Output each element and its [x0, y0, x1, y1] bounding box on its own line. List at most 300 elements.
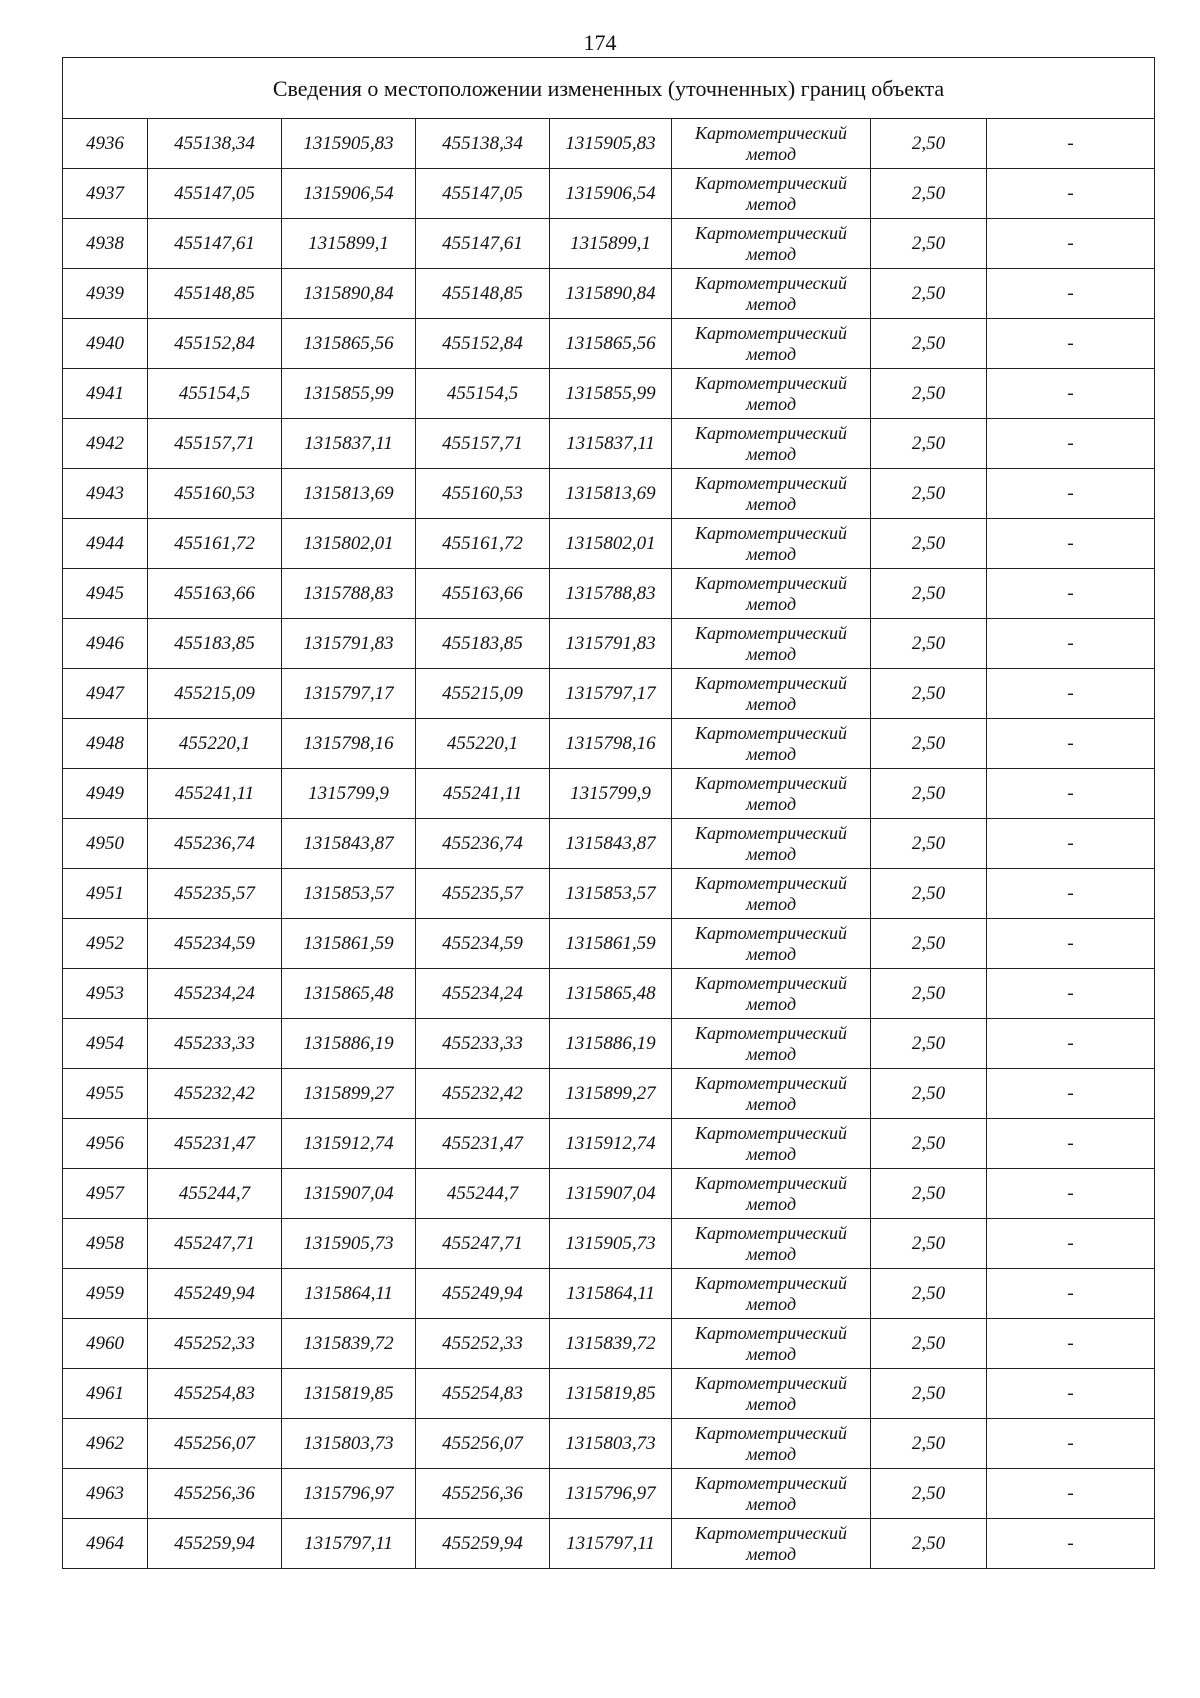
- table-row: [63, 319, 1155, 369]
- x-existing-cell: 455244,7: [148, 1169, 282, 1219]
- x-existing-cell: 455138,34: [148, 119, 282, 169]
- method-line-1: Картометрический: [694, 1022, 847, 1043]
- note-cell: -: [987, 669, 1155, 719]
- point-number-cell: 4941: [63, 369, 148, 419]
- accuracy-cell: 2,50: [871, 169, 987, 219]
- y-existing-cell: 1315853,57: [282, 869, 416, 919]
- note-cell: -: [987, 719, 1155, 769]
- x-existing-cell: 455254,83: [148, 1369, 282, 1419]
- x-existing-cell: 455249,94: [148, 1269, 282, 1319]
- method-line-2: метод: [745, 1043, 797, 1064]
- y-existing-cell: 1315906,54: [282, 169, 416, 219]
- method-cell: [672, 469, 871, 519]
- method-line-1: Картометрический: [694, 522, 847, 543]
- table-row: [63, 1369, 1155, 1419]
- method-cell: [672, 1019, 871, 1069]
- x-existing-cell: 455157,71: [148, 419, 282, 469]
- accuracy-cell: 2,50: [871, 1169, 987, 1219]
- y-refined-cell: 1315796,97: [550, 1469, 672, 1519]
- x-existing-cell: 455183,85: [148, 619, 282, 669]
- note-cell: -: [987, 819, 1155, 869]
- table-row: [63, 269, 1155, 319]
- table-row: [63, 1519, 1155, 1569]
- table-row: [63, 219, 1155, 269]
- x-refined-cell: 455147,61: [416, 219, 550, 269]
- method-cell: [672, 369, 871, 419]
- y-existing-cell: 1315865,56: [282, 319, 416, 369]
- note-cell: -: [987, 769, 1155, 819]
- accuracy-cell: 2,50: [871, 1469, 987, 1519]
- method-cell: [672, 819, 871, 869]
- method-line-2: метод: [745, 1293, 797, 1314]
- accuracy-cell: 2,50: [871, 719, 987, 769]
- y-refined-cell: 1315905,83: [550, 119, 672, 169]
- x-existing-cell: 455259,94: [148, 1519, 282, 1569]
- note-cell: -: [987, 1469, 1155, 1519]
- table-row: [63, 1019, 1155, 1069]
- y-existing-cell: 1315865,48: [282, 969, 416, 1019]
- y-refined-cell: 1315788,83: [550, 569, 672, 619]
- y-refined-cell: 1315907,04: [550, 1169, 672, 1219]
- point-number-cell: 4949: [63, 769, 148, 819]
- x-existing-cell: 455234,24: [148, 969, 282, 1019]
- x-refined-cell: 455234,59: [416, 919, 550, 969]
- y-refined-cell: 1315865,56: [550, 319, 672, 369]
- y-refined-cell: 1315853,57: [550, 869, 672, 919]
- method-line-1: Картометрический: [694, 922, 847, 943]
- method-line-2: метод: [745, 243, 797, 264]
- y-refined-cell: 1315798,16: [550, 719, 672, 769]
- method-cell: [672, 1519, 871, 1569]
- method-line-1: Картометрический: [694, 422, 847, 443]
- x-refined-cell: 455244,7: [416, 1169, 550, 1219]
- y-existing-cell: 1315819,85: [282, 1369, 416, 1419]
- y-refined-cell: 1315843,87: [550, 819, 672, 869]
- method-line-2: метод: [745, 693, 797, 714]
- y-existing-cell: 1315803,73: [282, 1419, 416, 1469]
- x-refined-cell: 455256,07: [416, 1419, 550, 1469]
- point-number-cell: 4963: [63, 1469, 148, 1519]
- method-line-2: метод: [745, 1093, 797, 1114]
- accuracy-cell: 2,50: [871, 519, 987, 569]
- y-existing-cell: 1315791,83: [282, 619, 416, 669]
- method-line-1: Картометрический: [694, 722, 847, 743]
- method-line-2: метод: [745, 893, 797, 914]
- method-line-2: метод: [745, 543, 797, 564]
- x-existing-cell: 455241,11: [148, 769, 282, 819]
- x-refined-cell: 455259,94: [416, 1519, 550, 1569]
- x-existing-cell: 455152,84: [148, 319, 282, 369]
- x-existing-cell: 455235,57: [148, 869, 282, 919]
- method-line-2: метод: [745, 293, 797, 314]
- method-cell: [672, 1219, 871, 1269]
- x-existing-cell: 455154,5: [148, 369, 282, 419]
- table-row: [63, 719, 1155, 769]
- accuracy-cell: 2,50: [871, 119, 987, 169]
- method-line-2: метод: [745, 1343, 797, 1364]
- accuracy-cell: 2,50: [871, 1319, 987, 1369]
- point-number-cell: 4956: [63, 1119, 148, 1169]
- accuracy-cell: 2,50: [871, 319, 987, 369]
- point-number-cell: 4948: [63, 719, 148, 769]
- x-refined-cell: 455234,24: [416, 969, 550, 1019]
- note-cell: -: [987, 1419, 1155, 1469]
- y-refined-cell: 1315899,27: [550, 1069, 672, 1119]
- method-line-2: метод: [745, 343, 797, 364]
- x-refined-cell: 455163,66: [416, 569, 550, 619]
- method-line-2: метод: [745, 1243, 797, 1264]
- x-existing-cell: 455233,33: [148, 1019, 282, 1069]
- x-refined-cell: 455160,53: [416, 469, 550, 519]
- note-cell: -: [987, 919, 1155, 969]
- point-number-cell: 4943: [63, 469, 148, 519]
- note-cell: -: [987, 469, 1155, 519]
- note-cell: -: [987, 1019, 1155, 1069]
- y-existing-cell: 1315797,17: [282, 669, 416, 719]
- table-row: [63, 569, 1155, 619]
- method-line-2: метод: [745, 393, 797, 414]
- method-cell: [672, 1319, 871, 1369]
- x-refined-cell: 455148,85: [416, 269, 550, 319]
- y-refined-cell: 1315886,19: [550, 1019, 672, 1069]
- point-number-cell: 4945: [63, 569, 148, 619]
- point-number-cell: 4942: [63, 419, 148, 469]
- x-refined-cell: 455215,09: [416, 669, 550, 719]
- table-title: Сведения о местоположении измененных (уточненных) границ объекта: [63, 58, 1155, 119]
- x-refined-cell: 455157,71: [416, 419, 550, 469]
- note-cell: -: [987, 619, 1155, 669]
- x-refined-cell: 455236,74: [416, 819, 550, 869]
- x-existing-cell: 455256,36: [148, 1469, 282, 1519]
- point-number-cell: 4958: [63, 1219, 148, 1269]
- point-number-cell: 4960: [63, 1319, 148, 1369]
- y-existing-cell: 1315864,11: [282, 1269, 416, 1319]
- y-existing-cell: 1315798,16: [282, 719, 416, 769]
- table-row: [63, 1269, 1155, 1319]
- note-cell: -: [987, 1369, 1155, 1419]
- method-line-2: метод: [745, 143, 797, 164]
- point-number-cell: 4944: [63, 519, 148, 569]
- y-refined-cell: 1315803,73: [550, 1419, 672, 1469]
- table-row: [63, 419, 1155, 469]
- x-refined-cell: 455252,33: [416, 1319, 550, 1369]
- accuracy-cell: 2,50: [871, 1269, 987, 1319]
- method-line-1: Картометрический: [694, 1372, 847, 1393]
- y-refined-cell: 1315865,48: [550, 969, 672, 1019]
- x-existing-cell: 455160,53: [148, 469, 282, 519]
- y-refined-cell: 1315890,84: [550, 269, 672, 319]
- method-line-1: Картометрический: [694, 1222, 847, 1243]
- accuracy-cell: 2,50: [871, 769, 987, 819]
- y-existing-cell: 1315799,9: [282, 769, 416, 819]
- method-line-2: метод: [745, 1193, 797, 1214]
- point-number-cell: 4951: [63, 869, 148, 919]
- method-line-1: Картометрический: [694, 1072, 847, 1093]
- y-refined-cell: 1315899,1: [550, 219, 672, 269]
- x-existing-cell: 455147,05: [148, 169, 282, 219]
- method-line-1: Картометрический: [694, 772, 847, 793]
- accuracy-cell: 2,50: [871, 269, 987, 319]
- method-cell: [672, 419, 871, 469]
- accuracy-cell: 2,50: [871, 919, 987, 969]
- accuracy-cell: 2,50: [871, 819, 987, 869]
- table-row: [63, 1219, 1155, 1269]
- y-refined-cell: 1315905,73: [550, 1219, 672, 1269]
- method-cell: [672, 769, 871, 819]
- page-number: 174: [583, 30, 617, 55]
- y-refined-cell: 1315912,74: [550, 1119, 672, 1169]
- x-refined-cell: 455231,47: [416, 1119, 550, 1169]
- x-refined-cell: 455254,83: [416, 1369, 550, 1419]
- method-line-2: метод: [745, 1543, 797, 1564]
- y-existing-cell: 1315861,59: [282, 919, 416, 969]
- method-line-2: метод: [745, 943, 797, 964]
- y-refined-cell: 1315906,54: [550, 169, 672, 219]
- table-row: [63, 619, 1155, 669]
- method-line-1: Картометрический: [694, 872, 847, 893]
- method-line-1: Картометрический: [694, 1172, 847, 1193]
- y-existing-cell: 1315855,99: [282, 369, 416, 419]
- x-existing-cell: 455161,72: [148, 519, 282, 569]
- accuracy-cell: 2,50: [871, 1369, 987, 1419]
- method-cell: [672, 719, 871, 769]
- method-line-2: метод: [745, 793, 797, 814]
- y-existing-cell: 1315905,73: [282, 1219, 416, 1269]
- x-existing-cell: 455256,07: [148, 1419, 282, 1469]
- note-cell: -: [987, 1319, 1155, 1369]
- method-cell: [672, 969, 871, 1019]
- table-row: [63, 919, 1155, 969]
- y-existing-cell: 1315899,1: [282, 219, 416, 269]
- y-refined-cell: 1315791,83: [550, 619, 672, 669]
- y-refined-cell: 1315813,69: [550, 469, 672, 519]
- note-cell: -: [987, 369, 1155, 419]
- x-refined-cell: 455247,71: [416, 1219, 550, 1269]
- accuracy-cell: 2,50: [871, 469, 987, 519]
- accuracy-cell: 2,50: [871, 1419, 987, 1469]
- method-cell: [672, 1069, 871, 1119]
- method-line-2: метод: [745, 993, 797, 1014]
- x-existing-cell: 455148,85: [148, 269, 282, 319]
- accuracy-cell: 2,50: [871, 1119, 987, 1169]
- point-number-cell: 4937: [63, 169, 148, 219]
- x-existing-cell: 455163,66: [148, 569, 282, 619]
- table-row: [63, 1469, 1155, 1519]
- point-number-cell: 4938: [63, 219, 148, 269]
- y-refined-cell: 1315861,59: [550, 919, 672, 969]
- point-number-cell: 4939: [63, 269, 148, 319]
- x-refined-cell: 455161,72: [416, 519, 550, 569]
- method-cell: [672, 1119, 871, 1169]
- method-line-2: метод: [745, 493, 797, 514]
- x-refined-cell: 455183,85: [416, 619, 550, 669]
- method-line-1: Картометрический: [694, 122, 847, 143]
- accuracy-cell: 2,50: [871, 569, 987, 619]
- table-row: [63, 1069, 1155, 1119]
- x-existing-cell: 455215,09: [148, 669, 282, 719]
- method-line-1: Картометрический: [694, 1422, 847, 1443]
- method-cell: [672, 1469, 871, 1519]
- method-line-1: Картометрический: [694, 172, 847, 193]
- note-cell: -: [987, 1169, 1155, 1219]
- point-number-cell: 4950: [63, 819, 148, 869]
- table-row: [63, 1169, 1155, 1219]
- y-refined-cell: 1315797,11: [550, 1519, 672, 1569]
- y-existing-cell: 1315796,97: [282, 1469, 416, 1519]
- method-line-2: метод: [745, 843, 797, 864]
- method-line-2: метод: [745, 643, 797, 664]
- table-row: [63, 169, 1155, 219]
- table-row: [63, 769, 1155, 819]
- x-refined-cell: 455241,11: [416, 769, 550, 819]
- method-line-1: Картометрический: [694, 622, 847, 643]
- accuracy-cell: 2,50: [871, 969, 987, 1019]
- note-cell: -: [987, 1269, 1155, 1319]
- accuracy-cell: 2,50: [871, 369, 987, 419]
- y-existing-cell: 1315905,83: [282, 119, 416, 169]
- table-row: [63, 869, 1155, 919]
- method-line-1: Картометрический: [694, 972, 847, 993]
- note-cell: -: [987, 1069, 1155, 1119]
- note-cell: -: [987, 1119, 1155, 1169]
- method-line-2: метод: [745, 593, 797, 614]
- x-refined-cell: 455154,5: [416, 369, 550, 419]
- method-line-1: Картометрический: [694, 572, 847, 593]
- accuracy-cell: 2,50: [871, 1019, 987, 1069]
- y-existing-cell: 1315797,11: [282, 1519, 416, 1569]
- x-existing-cell: 455236,74: [148, 819, 282, 869]
- note-cell: -: [987, 219, 1155, 269]
- x-refined-cell: 455256,36: [416, 1469, 550, 1519]
- method-cell: [672, 1419, 871, 1469]
- accuracy-cell: 2,50: [871, 219, 987, 269]
- y-refined-cell: 1315819,85: [550, 1369, 672, 1419]
- y-refined-cell: 1315797,17: [550, 669, 672, 719]
- y-existing-cell: 1315839,72: [282, 1319, 416, 1369]
- method-line-2: метод: [745, 443, 797, 464]
- method-line-2: метод: [745, 193, 797, 214]
- point-number-cell: 4961: [63, 1369, 148, 1419]
- accuracy-cell: 2,50: [871, 1219, 987, 1269]
- y-existing-cell: 1315813,69: [282, 469, 416, 519]
- method-line-1: Картометрический: [694, 472, 847, 493]
- note-cell: -: [987, 969, 1155, 1019]
- point-number-cell: 4957: [63, 1169, 148, 1219]
- note-cell: -: [987, 869, 1155, 919]
- x-existing-cell: 455220,1: [148, 719, 282, 769]
- note-cell: -: [987, 269, 1155, 319]
- y-refined-cell: 1315855,99: [550, 369, 672, 419]
- note-cell: -: [987, 169, 1155, 219]
- accuracy-cell: 2,50: [871, 419, 987, 469]
- method-line-1: Картометрический: [694, 672, 847, 693]
- note-cell: -: [987, 419, 1155, 469]
- method-line-1: Картометрический: [694, 322, 847, 343]
- boundary-coordinates-table: [62, 57, 1155, 1569]
- x-existing-cell: 455234,59: [148, 919, 282, 969]
- method-line-1: Картометрический: [694, 822, 847, 843]
- x-existing-cell: 455231,47: [148, 1119, 282, 1169]
- x-refined-cell: 455235,57: [416, 869, 550, 919]
- table-row: [63, 969, 1155, 1019]
- y-refined-cell: 1315799,9: [550, 769, 672, 819]
- method-line-1: Картометрический: [694, 1522, 847, 1543]
- x-refined-cell: 455220,1: [416, 719, 550, 769]
- method-cell: [672, 319, 871, 369]
- x-refined-cell: 455249,94: [416, 1269, 550, 1319]
- method-line-2: метод: [745, 1443, 797, 1464]
- method-line-1: Картометрический: [694, 1322, 847, 1343]
- method-line-1: Картометрический: [694, 272, 847, 293]
- point-number-cell: 4964: [63, 1519, 148, 1569]
- note-cell: -: [987, 319, 1155, 369]
- method-line-1: Картометрический: [694, 1272, 847, 1293]
- point-number-cell: 4954: [63, 1019, 148, 1069]
- method-line-1: Картометрический: [694, 1122, 847, 1143]
- accuracy-cell: 2,50: [871, 1069, 987, 1119]
- accuracy-cell: 2,50: [871, 1519, 987, 1569]
- note-cell: -: [987, 1219, 1155, 1269]
- method-cell: [672, 219, 871, 269]
- method-line-1: Картометрический: [694, 372, 847, 393]
- method-cell: [672, 919, 871, 969]
- point-number-cell: 4955: [63, 1069, 148, 1119]
- y-existing-cell: 1315899,27: [282, 1069, 416, 1119]
- y-existing-cell: 1315890,84: [282, 269, 416, 319]
- table-row: [63, 819, 1155, 869]
- method-cell: [672, 869, 871, 919]
- x-existing-cell: 455232,42: [148, 1069, 282, 1119]
- table-row: [63, 1419, 1155, 1469]
- note-cell: -: [987, 569, 1155, 619]
- method-cell: [672, 619, 871, 669]
- accuracy-cell: 2,50: [871, 669, 987, 719]
- y-refined-cell: 1315839,72: [550, 1319, 672, 1369]
- method-cell: [672, 1269, 871, 1319]
- x-existing-cell: 455147,61: [148, 219, 282, 269]
- method-line-2: метод: [745, 1393, 797, 1414]
- method-line-2: метод: [745, 1493, 797, 1514]
- point-number-cell: 4959: [63, 1269, 148, 1319]
- table-row: [63, 669, 1155, 719]
- note-cell: -: [987, 1519, 1155, 1569]
- method-cell: [672, 519, 871, 569]
- table-row: [63, 119, 1155, 169]
- method-line-2: метод: [745, 1143, 797, 1164]
- table-title-row: [63, 58, 1155, 119]
- y-existing-cell: 1315886,19: [282, 1019, 416, 1069]
- method-line-1: Картометрический: [694, 222, 847, 243]
- method-line-2: метод: [745, 743, 797, 764]
- y-refined-cell: 1315802,01: [550, 519, 672, 569]
- method-cell: [672, 269, 871, 319]
- table-body: [63, 58, 1155, 1569]
- point-number-cell: 4936: [63, 119, 148, 169]
- note-cell: -: [987, 119, 1155, 169]
- method-cell: [672, 569, 871, 619]
- method-cell: [672, 669, 871, 719]
- x-existing-cell: 455252,33: [148, 1319, 282, 1369]
- y-existing-cell: 1315837,11: [282, 419, 416, 469]
- method-cell: [672, 169, 871, 219]
- point-number-cell: 4962: [63, 1419, 148, 1469]
- x-refined-cell: 455233,33: [416, 1019, 550, 1069]
- method-cell: [672, 1369, 871, 1419]
- accuracy-cell: 2,50: [871, 869, 987, 919]
- method-cell: [672, 1169, 871, 1219]
- y-refined-cell: 1315864,11: [550, 1269, 672, 1319]
- accuracy-cell: 2,50: [871, 619, 987, 669]
